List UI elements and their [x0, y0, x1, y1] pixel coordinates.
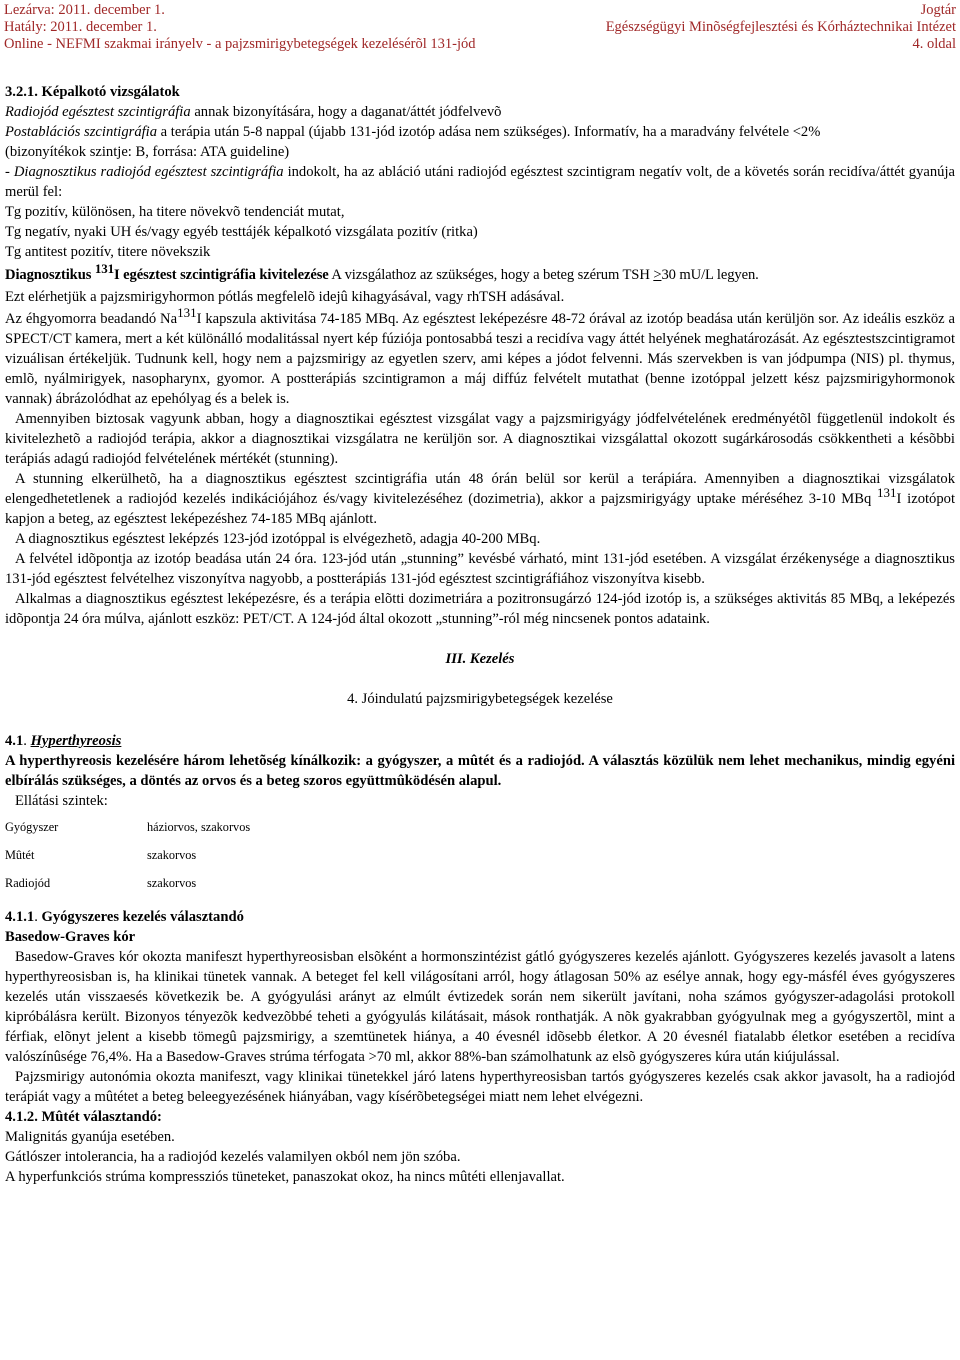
- paragraph: Ezt elérhetjük a pajzsmirigyhormon pótlás megfelelõ idejû kihagyásával, vagy rhTSH adásával.: [5, 289, 565, 305]
- care-levels-table: [5, 813, 955, 897]
- publisher: Jogtár: [920, 2, 956, 18]
- list-item: Tg negatív, nyaki UH és/vagy egyéb testtájék képalkotó vizsgálata pozitív (ritka): [5, 224, 478, 240]
- paragraph: A stunning elkerülhetõ, ha a diagnosztikus egésztest szcintigráfia után 48 órán belül sor kerül a terápiára. Amennyiben a diagnosztikai vizsgálatok elengedhetetlenek a radiojód kezelés indikációjához és/vagy kivitelezéséhez (dozimetria), akkor a pajzsmirigyágy uptake méréséhez 3-10 MBq $^{131}$I izotópot kapjon a beteg, az egésztest leképezéshez 74-185 MBq ajánlott.: [5, 471, 955, 527]
- paragraph: A diagnosztikus egésztest leképzés 123-jód izotóppal is elvégezhetõ, adagja 40-200 MBq.: [15, 531, 541, 547]
- paragraph: - Diagnosztikus radiojód egésztest szcintigráfia indokolt, ha az abláció utáni radiojód egésztest szcintigram negatív volt, de a követés során recidíva/áttét gyanúja merül fel:: [5, 164, 955, 200]
- section-heading: 3.2.1. Képalkotó vizsgálatok: [5, 84, 180, 100]
- paragraph: Az éhgyomorra beadandó Na$^{131}$I kapszula aktivitása 74-185 MBq. Az egésztest leképezésre 48-72 órával az izotóp beadása után kerüljön sor. Az ideális eszköz a SPECT/CT kamera, mert a két különálló modalitással nyert kép fúziója pontosabbá teszi a recidíva vagy áttét helyének meghatározását. Az egésztestszcintigramot vizuálisan értékeljük. Tudnunk kell, hogy nem a pajzsmirigy az egyetlen szerv, ami képes a jódot felvenni. Más szervekben is van jódpumpa (NIS) pl. thymus, emlõ, nyálmirigyek, nasopharynx, gyomor. A postterápiás szcintigramon a máj diffúz felvételt mutathat (benne izotóppal jelzett kész pajzsmirigyhormonok vannak) ábrázolódhat az epehólyag és a belek is.: [5, 305, 956, 407]
- section-heading: 4.1.1. Gyógyszeres kezelés választandó: [5, 909, 244, 925]
- list-item: A hyperfunkciós strúma kompressziós tüneteket, panaszokat okoz, ha nincs mûtéti ellenjavallat.: [5, 1169, 565, 1185]
- paragraph: A felvétel idõpontja az izotóp beadása után 24 óra. 123-jód után „stunning” kevésbé várható, mint 131-jód esetében. A vizsgálat érzékenysége a diagnosztikus 131-jód egésztest felvételhez viszonyítva nagyobb, a postterápiás 131-jód egésztest szcintigráfiához viszonyítva kisebb.: [5, 551, 955, 587]
- paragraph: Postablációs szcintigráfia a terápia után 5-8 nappal (újabb 131-jód izotóp adása nem szükséges). Informatív, ha a maradvány felvétele <2%: [5, 124, 821, 140]
- section-heading: 4.1. Hyperthyreosis: [5, 733, 122, 749]
- section-heading: 4.1.2. Mûtét választandó:: [5, 1109, 162, 1125]
- paragraph: Radiojód egésztest szcintigráfia annak bizonyítására, hogy a daganat/áttét jódfelvevõ: [5, 104, 502, 120]
- table-row: Gyógyszer háziorvos, szakorvos: [5, 820, 251, 834]
- subheading: Basedow-Graves kór: [5, 929, 136, 945]
- list-item: Gátlószer intolerancia, ha a radiojód kezelés valamilyen okból nem jön szóba.: [5, 1149, 461, 1165]
- chapter-subtitle: 4. Jóindulatú pajzsmirigybetegségek kezelése: [347, 691, 613, 707]
- paragraph: A hyperthyreosis kezelésére három lehetõség kínálkozik: a gyógyszer, a mûtét és a radiojód. A választás közülük nem lehet mechanikus, mindig egyéni elbírálás szükséges, a döntés az orvos és a beteg szoros együttmûködésén alapul.: [5, 753, 955, 789]
- institute: Egészségügyi Minõségfejlesztési és Kórháztechnikai Intézet: [605, 19, 956, 35]
- list-item: Malignitás gyanúja esetében.: [5, 1129, 175, 1145]
- effective-date: Hatály: 2011. december 1.: [4, 19, 157, 35]
- paragraph: Diagnosztikus $^{131}$I egésztest szcintigráfia kivitelezése A vizsgálathoz az szükséges, hogy a beteg szérum TSH >30 mU/L legyen.: [5, 261, 759, 283]
- chapter-title: III. Kezelés: [445, 651, 515, 667]
- closing-date: Lezárva: 2011. december 1.: [4, 2, 165, 18]
- paragraph: Basedow-Graves kór okozta manifeszt hyperthyreosisban elsõként a hormonszintézist gátló gyógyszeres kezelés ajánlott. Gyógyszeres kezelés javasolt a latens hyperthyreosisban is, ha klinikai tünetek vannak. A beteget fel kell világosítani arról, hogy átlagosan 50% az esélye annak, hogy egy-másfél éves gyógyszeres kezelés után visszaesés következik be. A gyógyulási arányt az elmúlt évtizedek során nem sikerült javítani, noha számos gyógyszer-adagolási protokoll kipróbálásra került. Bizonyos tényezõk kedvezõbbé teheti a gyógyulás kilátásait, mások ronthatják. A nõk gyakrabban gyógyulnak meg a gyógyszertõl, mint a férfiak, elõnyt jelent a kisebb tömegû pajzsmirigy, a szemtünetek hiánya, a 40 évesnél idõsebb életkor. A 20 évesnél fiatalabb életkor esetében a recidíva valószínûsége 76,4%. Ha a Basedow-Graves strúma térfogata >70 ml, akkor 88%-ban számolhatunk az elsõ gyógyszeres kúra után kiújulással.: [5, 949, 955, 1065]
- table-row: Radiojód szakorvos: [5, 876, 197, 890]
- document-title: Online - NEFMI szakmai irányelv - a pajzsmirigybetegségek kezelésérõl 131-jód: [4, 36, 476, 52]
- page-number: 4. oldal: [912, 36, 956, 52]
- document-body: [5, 82, 955, 1187]
- paragraph: Ellátási szintek:: [15, 793, 108, 809]
- paragraph: Alkalmas a diagnosztikus egésztest leképezésre, és a terápia elõtti dozimetriára a pozitronsugárzó 124-jód izotóp is, a szükséges aktivitás 85 MBq, a leképezés idõpontja 24 óra múlva, ajánlott eszköz: PET/CT. A 124-jód által okozott „stunning”-ról még nincsenek pontos adataink.: [5, 591, 955, 627]
- list-item: Tg antitest pozitív, titere növekszik: [5, 244, 211, 260]
- list-item: Tg pozitív, különösen, ha titere növekvõ tendenciát mutat,: [5, 204, 345, 220]
- page-header: [4, 2, 956, 53]
- paragraph: Pajzsmirigy autonómia okozta manifeszt, vagy klinikai tünetekkel járó latens hyperthyreosisban tartós gyógyszeres kezelés csak akkor javasolt, ha a radiojód terápiát vagy a mûtétet a beteg beleegyezésének hiányában, vagy kísérõbetegségei miatt nem lehet elvégezni.: [5, 1069, 955, 1105]
- paragraph: Amennyiben biztosak vagyunk abban, hogy a diagnosztikai egésztest vizsgálat vagy a pajzsmirigyágy jódfelvételének eredményétõl függetlenül indokolt és kivitelezhetõ a radiojód terápia, akkor a diagnosztikai vizsgálatra ne kerüljön sor. A diagnosztikai vizsgálattal okozott sugárkárosodás csökkentheti a késõbbi terápiás adagú radiojód felvételének mértékét (stunning).: [5, 411, 955, 467]
- table-row: Mûtét szakorvos: [5, 848, 197, 862]
- paragraph: (bizonyítékok szintje: B, forrása: ATA guideline): [5, 144, 290, 160]
